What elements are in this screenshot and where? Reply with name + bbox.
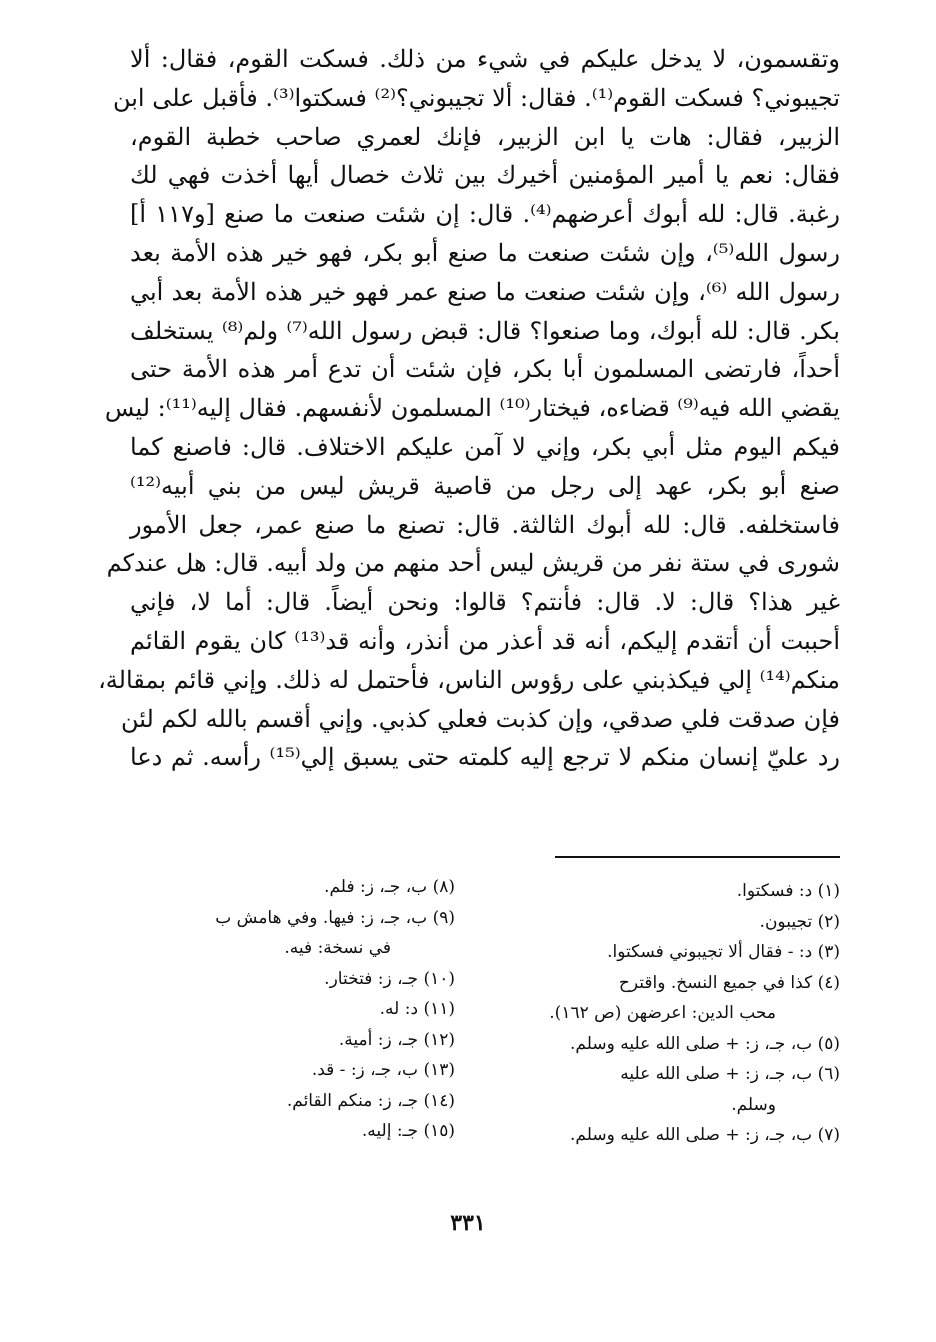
text-line: فيكم اليوم مثل أبي بكر، وإني لا آمن عليكم الاختلاف. قال: فاصنع كما bbox=[130, 432, 840, 461]
footnote-continuation: وسلم. bbox=[731, 1094, 776, 1115]
footnote: (٣) د: - فقال ألا تجيبوني فسكتوا. bbox=[607, 942, 840, 962]
text-line: رسول الله⁽⁵⁾، وإن شئت صنعت ما صنع أبو بكر، فهو خير هذه الأمة بعد bbox=[130, 238, 841, 267]
text-line: يقضي الله فيه⁽⁹⁾ قضاءه، فيختار⁽¹⁰⁾ المسلمون لأنفسهم. فقال إليه⁽¹¹⁾: ليس bbox=[104, 394, 840, 423]
text-line: وتقسمون، لا يدخل عليكم في شيء من ذلك. فسكت القوم، فقال: ألا bbox=[130, 45, 840, 73]
main-text bbox=[98, 40, 841, 777]
footnote: (١٤) جـ، ز: منكم القائم. bbox=[286, 1090, 455, 1111]
footnote-continuation: في نسخة: فيه. bbox=[284, 938, 391, 958]
footnote: (١٣) ب، جـ، ز: - قد. bbox=[311, 1060, 455, 1080]
text-line: صنع أبو بكر، عهد إلى رجل من قاصية قريش ليس من بني أبيه⁽¹²⁾ bbox=[130, 471, 840, 500]
footnote: (١٢) جـ، ز: أمية. bbox=[338, 1029, 455, 1050]
text-line: غير هذا؟ قال: لا. قال: فأنتم؟ قالوا: ونحن أيضاً. قال: أما لا، فإني bbox=[130, 588, 840, 617]
text-line: رغبة. قال: لله أبوك أعرضهم⁽⁴⁾. قال: إن شئت صنعت ما صنع [و١١٧ أ] bbox=[130, 200, 840, 229]
footnotes-right-column bbox=[490, 876, 840, 1151]
text-line: شورى في ستة نفر من قريش ليس أحد منهم من ولد أبيه. قال: هل عندكم bbox=[106, 549, 840, 578]
footnote: (٧) ب، جـ، ز: + صلى الله عليه وسلم. bbox=[570, 1125, 840, 1145]
footnote: (٨) ب، جـ، ز: فلم. bbox=[324, 877, 455, 897]
text-line: فقال: نعم يا أمير المؤمنين أخيرك بين ثلاث خصال أيها أخذت فهي لك bbox=[130, 161, 840, 190]
text-line: بكر. قال: لله أبوك، وما صنعوا؟ قال: قبض رسول الله⁽⁷⁾ ولم⁽⁸⁾ يستخلف bbox=[130, 316, 840, 345]
footnote: (٩) ب، جـ، ز: فيها. وفي هامش ب bbox=[215, 907, 455, 928]
footnote: (٢) تجيبون. bbox=[759, 911, 840, 932]
text-line: الزبير، فقال: هات يا ابن الزبير، فإنك لعمري صاحب خطبة القوم، bbox=[130, 122, 840, 151]
footnote: (٤) كذا في جميع النسخ. واقترح bbox=[618, 972, 840, 993]
text-line: منكم⁽¹⁴⁾ إلي فيكذبني على رؤوس الناس، فأحتمل له ذلك. وإني قائم بمقالة، bbox=[98, 665, 840, 694]
footnote: (٦) ب، جـ، ز: + صلى الله عليه bbox=[620, 1064, 840, 1084]
text-line: فإن صدقت فلي صدقي، وإن كذبت فعلي كذبي. وإني أقسم بالله لكم لئن bbox=[120, 704, 840, 733]
footnote: (١٥) جـ: إليه. bbox=[361, 1121, 455, 1141]
text-line: فاستخلفه. قال: لله أبوك الثالثة. قال: تصنع ما صنع عمر، جعل الأمور bbox=[130, 510, 840, 539]
footnote: (٥) ب، جـ، ز: + صلى الله عليه وسلم. bbox=[570, 1033, 840, 1054]
footnote: (١) د: فسكتوا. bbox=[736, 881, 840, 901]
footnotes-left-column bbox=[120, 872, 455, 1147]
text-line: أحداً، فارتضى المسلمون أبا بكر، فإن شئت أن تدع أمر هذه الأمة حتى bbox=[130, 355, 840, 384]
page-number: ٣٣١ bbox=[450, 1210, 486, 1236]
text-line: رد عليّ إنسان منكم لا ترجع إليه كلمته حتى يسبق إلي⁽¹⁵⁾ رأسه. ثم دعا bbox=[130, 743, 841, 772]
footnote: (١٠) جـ، ز: فتختار. bbox=[324, 968, 455, 989]
text-line: تجيبوني؟ فسكت القوم⁽¹⁾. فقال: ألا تجيبوني؟⁽²⁾ فسكتوا⁽³⁾. فأقبل على ابن bbox=[112, 83, 840, 112]
footnote: (١١) د: له. bbox=[379, 999, 455, 1019]
footnote-divider bbox=[555, 856, 840, 858]
text-line: أحببت أن أتقدم إليكم، أنه قد أعذر من أنذر، وأنه قد⁽¹³⁾ كان يقوم القائم bbox=[130, 626, 840, 655]
footnote-continuation: محب الدين: اعرضهن (ص ١٦٢). bbox=[549, 1003, 776, 1023]
text-line: رسول الله ⁽⁶⁾، وإن شئت صنعت ما صنع عمر فهو خير هذه الأمة بعد أبي bbox=[130, 277, 840, 306]
